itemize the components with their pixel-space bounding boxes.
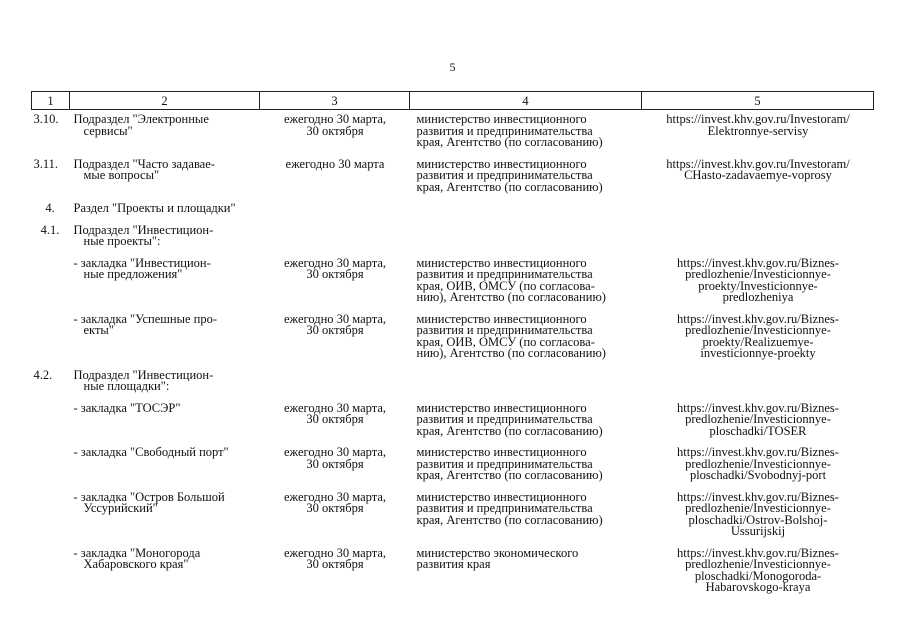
column-header-section: 2 xyxy=(70,92,260,110)
row-number: 4.1. xyxy=(40,222,60,237)
row-url: https://invest.khv.gov.ru/Investoram/ CHasto-zadavaemye-voprosy xyxy=(666,156,850,182)
row-period xyxy=(260,370,410,403)
row-number xyxy=(32,492,70,548)
row-period: ежегодно 30 марта, 30 октября xyxy=(283,445,387,471)
row-section-name xyxy=(70,222,260,258)
row-url: https://invest.khv.gov.ru/Investoram/ Elektronnye-servisy xyxy=(666,112,850,138)
row-period: ежегодно 30 марта, 30 октября xyxy=(283,255,387,281)
row-responsible: министерство инвестиционного развития и предпринимательства края, Агентство (по согласованию) xyxy=(416,400,603,438)
row-section-name xyxy=(70,255,260,314)
row-responsible xyxy=(410,203,642,225)
row-number: 3.11. xyxy=(33,156,59,171)
row-section-name-text: Подраздел "Часто задавае- мые вопросы" xyxy=(73,156,215,182)
row-section-name-text: - закладка "ТОСЭР" xyxy=(73,400,181,415)
row-period: ежегодно 30 марта, 30 октября xyxy=(283,545,387,571)
row-section-name xyxy=(70,367,260,403)
row-responsible: министерство инвестиционного развития и предпринимательства края, Агентство (по согласованию) xyxy=(416,156,603,194)
row-section-name xyxy=(70,203,260,225)
row-section-name xyxy=(70,400,260,448)
row-period: ежегодно 30 марта xyxy=(285,156,385,171)
row-responsible xyxy=(410,225,642,258)
row-section-name xyxy=(70,489,260,548)
row-responsible: министерство инвестиционного развития и предпринимательства края, Агентство (по согласованию) xyxy=(416,445,603,482)
row-url: https://invest.khv.gov.ru/Biznes- predlozhenie/Investicionnye- ploschadki/TOSER xyxy=(677,400,839,438)
row-url xyxy=(642,203,874,225)
row-section-name-text: - закладка "Свободный порт" xyxy=(73,445,229,459)
page-number: 5 xyxy=(449,60,456,74)
table-row xyxy=(32,370,874,403)
row-responsible: министерство инвестиционного развития и предпринимательства края, Агентство (по согласованию) xyxy=(416,112,603,149)
row-responsible: министерство инвестиционного развития и предпринимательства края, ОИВ, ОМСУ (по согласова- нию), Агентство (по согласованию) xyxy=(416,255,606,304)
row-number xyxy=(32,403,70,448)
table-row xyxy=(32,258,874,314)
row-section-name-text: - закладка "Успешные про- екты" xyxy=(73,311,218,337)
row-number: 4.2. xyxy=(33,367,53,382)
column-header-period: 3 xyxy=(260,92,410,110)
table-header-row xyxy=(32,92,874,110)
table-row xyxy=(32,203,874,225)
row-section-name-text: Раздел "Проекты и площадки" xyxy=(73,201,236,215)
row-url xyxy=(642,370,874,403)
row-number: 3.10. xyxy=(33,112,59,126)
row-period: ежегодно 30 марта, 30 октября xyxy=(283,400,387,426)
row-number: 4. xyxy=(45,201,55,215)
table-row xyxy=(32,159,874,204)
row-responsible: министерство экономического развития края xyxy=(416,545,579,571)
row-responsible: министерство инвестиционного развития и предпринимательства края, ОИВ, ОМСУ (по согласова- нию), Агентство (по согласованию) xyxy=(416,311,606,360)
table-row xyxy=(32,225,874,258)
row-period xyxy=(260,203,410,225)
row-section-name-text: Подраздел "Инвестицион- ные площадки": xyxy=(73,367,214,393)
row-section-name-text: Подраздел "Инвестицион- ные проекты": xyxy=(73,222,214,248)
row-section-name-text: Подраздел "Электронные сервисы" xyxy=(73,112,209,138)
row-section-name xyxy=(70,447,260,492)
table-row xyxy=(32,548,874,604)
row-section-name-text: - закладка "Остров Большой Уссурийский" xyxy=(73,489,225,515)
row-section-name xyxy=(70,311,260,370)
column-header-number: 1 xyxy=(32,92,70,110)
row-section-name-text: - закладка "Инвестицион- ные предложения" xyxy=(73,255,211,281)
row-number xyxy=(32,548,70,604)
table-row xyxy=(32,492,874,548)
row-section-name xyxy=(70,110,260,159)
row-period: ежегодно 30 марта, 30 октября xyxy=(283,112,387,138)
row-number xyxy=(32,447,70,492)
table-row xyxy=(32,110,874,159)
row-period: ежегодно 30 марта, 30 октября xyxy=(283,311,387,337)
plan-table xyxy=(31,91,874,604)
row-url: https://invest.khv.gov.ru/Biznes- predlozhenie/Investicionnye- proekty/Realizuemye- investicionnye-proekty xyxy=(677,311,839,360)
table-row xyxy=(32,314,874,370)
row-number xyxy=(32,258,70,314)
row-url: https://invest.khv.gov.ru/Biznes- predlozhenie/Investicionnye- proekty/Investicionnye- predlozheniya xyxy=(677,255,839,304)
table-row xyxy=(32,403,874,448)
table-row xyxy=(32,447,874,492)
row-url: https://invest.khv.gov.ru/Biznes- predlozhenie/Investicionnye- ploschadki/Svobodnyj-port xyxy=(677,445,839,482)
row-period: ежегодно 30 марта, 30 октября xyxy=(283,489,387,515)
row-number xyxy=(32,314,70,370)
row-section-name xyxy=(70,156,260,204)
row-period xyxy=(260,225,410,258)
column-header-url: 5 xyxy=(642,92,874,110)
row-section-name xyxy=(70,545,260,604)
row-url: https://invest.khv.gov.ru/Biznes- predlozhenie/Investicionnye- ploschadki/Monogoroda- Habarovskogo-kraya xyxy=(677,545,839,594)
row-responsible xyxy=(410,370,642,403)
row-url xyxy=(642,225,874,258)
row-responsible: министерство инвестиционного развития и предпринимательства края, Агентство (по согласованию) xyxy=(416,489,603,527)
row-url: https://invest.khv.gov.ru/Biznes- predlozhenie/Investicionnye- ploschadki/Ostrov-Bolshoj- Ussurijskij xyxy=(677,489,839,538)
column-header-responsible: 4 xyxy=(410,92,642,110)
row-section-name-text: - закладка "Моногорода Хабаровского края" xyxy=(73,545,201,571)
